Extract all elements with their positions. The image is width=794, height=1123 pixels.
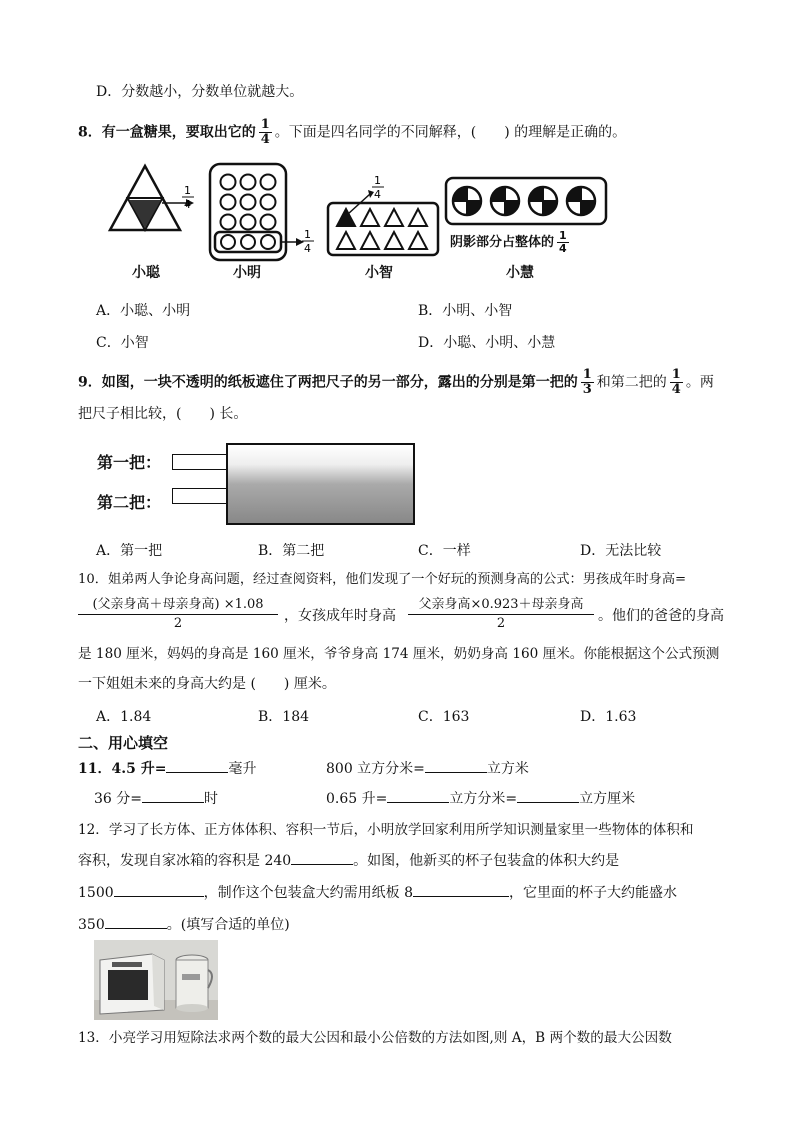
- q10-tail: 。他们的爸爸的身高: [598, 608, 724, 624]
- q8-option-a[interactable]: A．小聪、小明: [96, 303, 191, 319]
- name-xiaozhi: 小智: [365, 265, 393, 281]
- xiaohui-caption: 阴影部分占整体的 $\frac{1}{4}$: [450, 229, 567, 255]
- q11-row2-left: 36 分= 时: [94, 788, 218, 809]
- q10-option-b[interactable]: B．184: [258, 709, 310, 725]
- name-xiaoming: 小明: [233, 265, 261, 281]
- q11-blank-1[interactable]: [166, 758, 228, 773]
- q10-stem-line1: 10．姐弟两人争论身高问题，经过查阅资料，他们发现了一个好玩的预测身高的公式：男孩成年时身高=: [78, 572, 687, 587]
- q8-option-b[interactable]: B．小明、小智: [418, 303, 513, 319]
- q9-option-d[interactable]: D．无法比较: [580, 543, 662, 559]
- opaque-board: [226, 443, 415, 525]
- q9-option-b[interactable]: B．第二把: [258, 543, 325, 559]
- q8-option-d[interactable]: D．小聪、小明、小慧: [418, 335, 556, 351]
- q10-option-a[interactable]: A．1.84: [96, 709, 152, 725]
- cup-box-photo: [94, 940, 218, 1020]
- name-xiaohui: 小慧: [506, 265, 534, 281]
- xiaozhi-triangles-figure: [328, 174, 438, 255]
- q10-option-c[interactable]: C．163: [418, 709, 470, 725]
- svg-text:4: 4: [304, 242, 311, 255]
- svg-text:1: 1: [304, 228, 311, 241]
- q12-stem-line3: 1500 ，制作这个包装盒大约需用纸板 8 ，它里面的杯子大约能盛水: [78, 882, 677, 903]
- q11-blank-5[interactable]: [517, 788, 579, 803]
- girl-formula: 父亲身高×0.923＋母亲身高 2: [408, 596, 594, 633]
- q10-option-d[interactable]: D．1.63: [580, 709, 637, 725]
- q9-stem: 9．如图，一块不透明的纸板遮住了两把尺子的另一部分，露出的分别是第一把的 $\frac{1}{3}$ 和第二把的 $\frac{1}{4}$ 。两: [78, 367, 714, 397]
- svg-text:1: 1: [374, 174, 381, 187]
- q12-stem-line4: 350 。(填写合适的单位): [78, 914, 290, 935]
- q12-stem-line2: 容积，发现自家冰箱的容积是 240 。如图，他新买的杯子包装盒的体积大约是: [78, 850, 619, 871]
- q11-blank-4[interactable]: [387, 788, 449, 803]
- q10-stem-line4: 一下姐姐未来的身高大约是 ( ) 厘米。: [78, 676, 336, 692]
- svg-text:4: 4: [184, 198, 191, 211]
- q8-fraction: $\frac{1}{4}$: [260, 117, 270, 147]
- q9-option-c[interactable]: C．一样: [418, 543, 471, 559]
- q8-stem: [78, 118, 626, 147]
- q12-blank-1[interactable]: [291, 850, 353, 865]
- q12-blank-3[interactable]: [413, 882, 509, 897]
- ruler-2-label: 第二把：: [97, 493, 162, 512]
- xiaohui-circles-figure: [446, 178, 606, 224]
- q11-blank-3[interactable]: [142, 788, 204, 803]
- q8-stem-a: 8．有一盒糖果，要取出它的: [78, 124, 256, 141]
- q10-mid: ，女孩成年时身高: [284, 608, 396, 624]
- q12-blank-4[interactable]: [105, 914, 167, 929]
- q8-option-c[interactable]: C．小智: [96, 335, 149, 351]
- q10-stem-line3: 是 180 厘米，妈妈的身高是 160 厘米，爷爷身高 174 厘米，奶奶身高 160 厘米。你能根据这个公式预测: [78, 646, 720, 662]
- q12-blank-2[interactable]: [114, 882, 204, 897]
- q7-option-d[interactable]: D．分数越小，分数单位就越大。: [96, 84, 304, 100]
- ruler-2: [172, 488, 229, 504]
- xiaocong-triangle-figure: [110, 166, 194, 230]
- name-xiaocong: 小聪: [132, 265, 160, 281]
- svg-text:1: 1: [184, 184, 191, 197]
- q8-stem-b: 。下面是四名同学的不同解释，( ) 的理解是正确的。: [274, 124, 627, 141]
- q11-row1-left: 11．4.5 升= 毫升: [78, 758, 256, 779]
- ruler-1-label: 第一把：: [97, 453, 162, 472]
- xiaoming-circles-figure: [210, 164, 314, 260]
- q11-row2-right: 0.65 升= 立方分米= 立方厘米: [326, 788, 635, 809]
- boy-formula: (父亲身高＋母亲身高) ×1.08 2: [78, 596, 278, 633]
- section-2-heading: 二、用心填空: [78, 734, 169, 752]
- svg-text:4: 4: [374, 188, 381, 201]
- q11-blank-2[interactable]: [425, 758, 487, 773]
- q9-stem-line2: 把尺子相比较，( ) 长。: [78, 406, 248, 422]
- q13-stem-line1: 13．小亮学习用短除法求两个数的最大公因和最小公倍数的方法如图,则 A，B 两个数的最大公因数: [78, 1030, 672, 1046]
- q11-row1-right: 800 立方分米= 立方米: [326, 758, 529, 779]
- ruler-1: [172, 454, 229, 470]
- q12-stem-line1: 12．学习了长方体、正方体体积、容积一节后，小明放学回家利用所学知识测量家里一些物体的体积和: [78, 822, 694, 838]
- q9-option-a[interactable]: A．第一把: [96, 543, 163, 559]
